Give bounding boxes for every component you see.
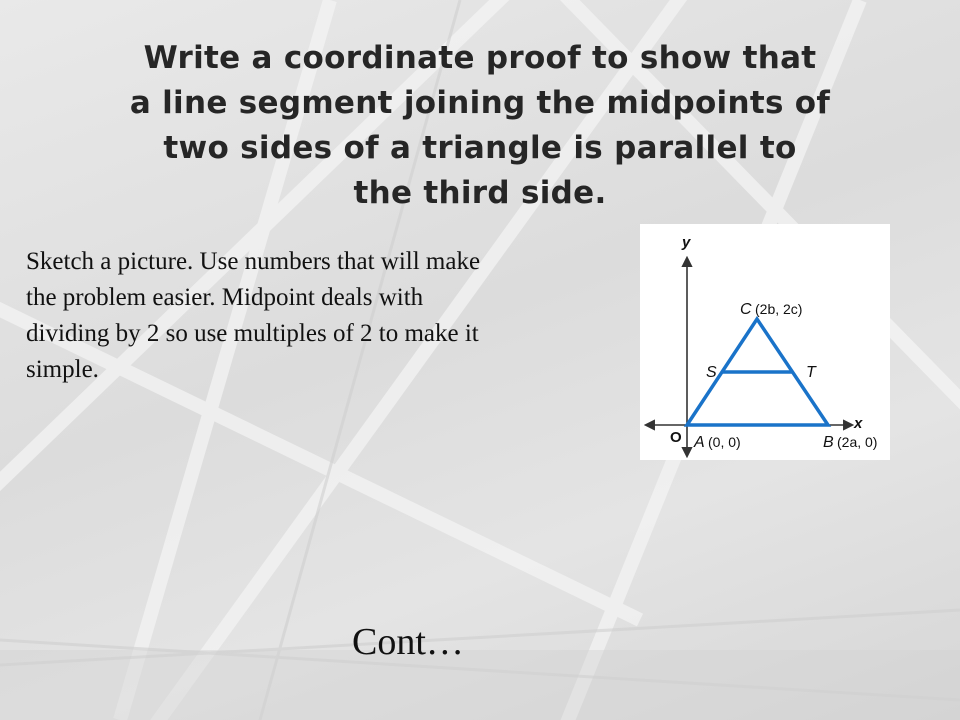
title-line-4: the third side. xyxy=(353,175,607,211)
x-axis-label: x xyxy=(854,415,863,432)
point-c-coords: (2b, 2c) xyxy=(755,301,803,317)
slide-title xyxy=(60,36,900,216)
point-b-coords: (2a, 0) xyxy=(837,434,878,450)
instruction-text xyxy=(26,244,626,388)
point-a-label: A xyxy=(694,434,705,451)
body-line-2: the problem easier. Midpoint deals with xyxy=(26,284,424,311)
point-b-label: B xyxy=(823,434,834,451)
body-line-3: dividing by 2 so use multiples of 2 to make it xyxy=(26,320,479,347)
continued-label: Cont… xyxy=(352,621,464,663)
origin-label: O xyxy=(670,429,682,446)
point-c-label: C xyxy=(740,301,752,318)
title-line-1: Write a coordinate proof to show that xyxy=(143,40,817,76)
title-line-2: a line segment joining the midpoints of xyxy=(129,85,831,121)
title-line-3: two sides of a triangle is parallel to xyxy=(163,130,797,166)
body-line-4: simple. xyxy=(26,356,99,383)
triangle-figure xyxy=(640,224,890,460)
point-t-label: T xyxy=(806,364,816,381)
body-line-1: Sketch a picture. Use numbers that will make xyxy=(26,248,481,275)
point-s-label: S xyxy=(706,364,717,381)
point-a-coords: (0, 0) xyxy=(708,434,741,450)
y-axis-label: y xyxy=(682,234,691,251)
